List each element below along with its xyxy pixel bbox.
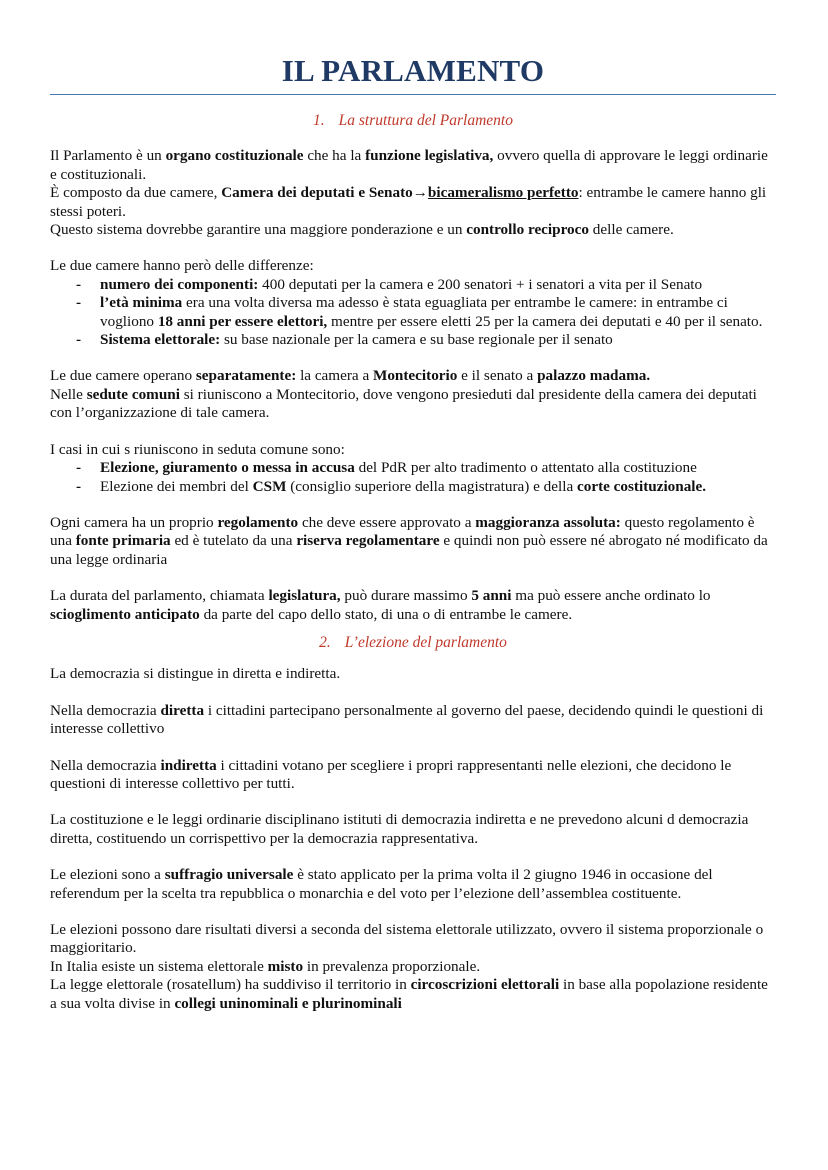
- list-item: - l’età minima era una volta diversa ma adesso è stata eguagliata per entrambe le camere: in entrambe ci vogliono 18 anni per essere elettori, mentre per essere eletti 25 per la camera dei deputati e 40 per il senato.: [76, 294, 776, 331]
- paragraph-suffragio: Le elezioni sono a suffragio universale è stato applicato per la prima volta il 2 giugno 1946 in occasione del referendum per la scelta tra repubblica o monarchia e del voto per l’elezione dell’assemblea costituente.: [50, 866, 713, 902]
- paragraph-legislatura: La durata del parlamento, chiamata legislatura, può durare massimo 5 anni ma può essere anche ordinato lo scioglimento anticipato da parte del capo dello stato, di una o di entrambe le camere.: [50, 587, 711, 623]
- differences-intro: Le due camere hanno però delle differenze:: [50, 257, 314, 275]
- paragraph-regolamento: Ogni camera ha un proprio regolamento che deve essere approvato a maggioranza assoluta: questo regolamento è una fonte primaria ed è tutelato da una riserva regolamentare e quindi non può essere né abrogato né modificato da una legge ordinaria: [50, 513, 768, 568]
- differences-list: [50, 276, 776, 350]
- section-number: 1.: [312, 112, 325, 129]
- paragraph-sedi: Le due camere operano separatamente: la camera a Montecitorio e il senato a palazzo madama.: [50, 367, 651, 385]
- list-item: - numero dei componenti: 400 deputati per la camera e 200 senatori + i senatori a vita per il Senato: [76, 276, 776, 294]
- paragraph-costituzione: La costituzione e le leggi ordinarie disciplinano istituti di democrazia indiretta e ne prevedono alcuni d democrazia diretta, costituendo un corrispettivo per la democrazia rappresentativa.: [50, 811, 749, 847]
- page-title: IL PARLAMENTO: [281, 53, 545, 88]
- list-item: - Sistema elettorale: su base nazionale per la camera e su base regionale per il senato: [76, 331, 776, 349]
- section-number: 2.: [319, 633, 331, 651]
- paragraph-misto: In Italia esiste un sistema elettorale misto in prevalenza proporzionale.: [50, 957, 481, 975]
- section-label: La struttura del Parlamento: [338, 112, 513, 129]
- section-heading-1: [50, 112, 776, 130]
- paragraph-democrazia: La democrazia si distingue in diretta e indiretta.: [50, 665, 341, 683]
- paragraph-rosatellum: La legge elettorale (rosatellum) ha suddiviso il territorio in circoscrizioni elettorali in base alla popolazione residente a sua volta divise in collegi uninominali e plurinominali: [50, 976, 768, 1012]
- paragraph-parlamento: Il Parlamento è un organo costituzionale che ha la funzione legislativa, ovvero quella di approvare le leggi ordinarie e costituzionali.: [50, 147, 768, 183]
- paragraph-sistema: Questo sistema dovrebbe garantire una maggiore ponderazione e un controllo reciproco delle camere.: [50, 221, 674, 239]
- paragraph-sedute-comuni: Nelle sedute comuni si riuniscono a Montecitorio, dove vengono presieduti dal presidente della camera dei deputati con l’organizzazione di tale camera.: [50, 385, 757, 422]
- casi-intro: I casi in cui s riuniscono in seduta comune sono:: [50, 440, 345, 458]
- paragraph-camere: È composto da due camere, Camera dei deputati e Senato→bicameralismo perfetto: entrambe le camere hanno gli stessi poteri.: [50, 184, 767, 220]
- list-item: - Elezione, giuramento o messa in accusa del PdR per alto tradimento o attentato alla costituzione: [76, 459, 776, 477]
- casi-list: [50, 459, 776, 496]
- list-item: - Elezione dei membri del CSM (consiglio superiore della magistratura) e della corte costituzionale.: [76, 478, 776, 496]
- paragraph-risultati: Le elezioni possono dare risultati diversi a seconda del sistema elettorale utilizzato, ovvero il sistema proporzionale o maggioritario.: [50, 921, 764, 957]
- section-heading-2: [50, 634, 776, 652]
- paragraph-diretta: Nella democrazia diretta i cittadini partecipano personalmente al governo del paese, decidendo quindi le questioni di interesse collettivo: [50, 701, 764, 738]
- paragraph-indiretta: Nella democrazia indiretta i cittadini votano per scegliere i propri rappresentanti nelle elezioni, che decidono le questioni di interesse collettivo per tutti.: [50, 756, 732, 792]
- section-label: L’elezione del parlamento: [344, 633, 507, 651]
